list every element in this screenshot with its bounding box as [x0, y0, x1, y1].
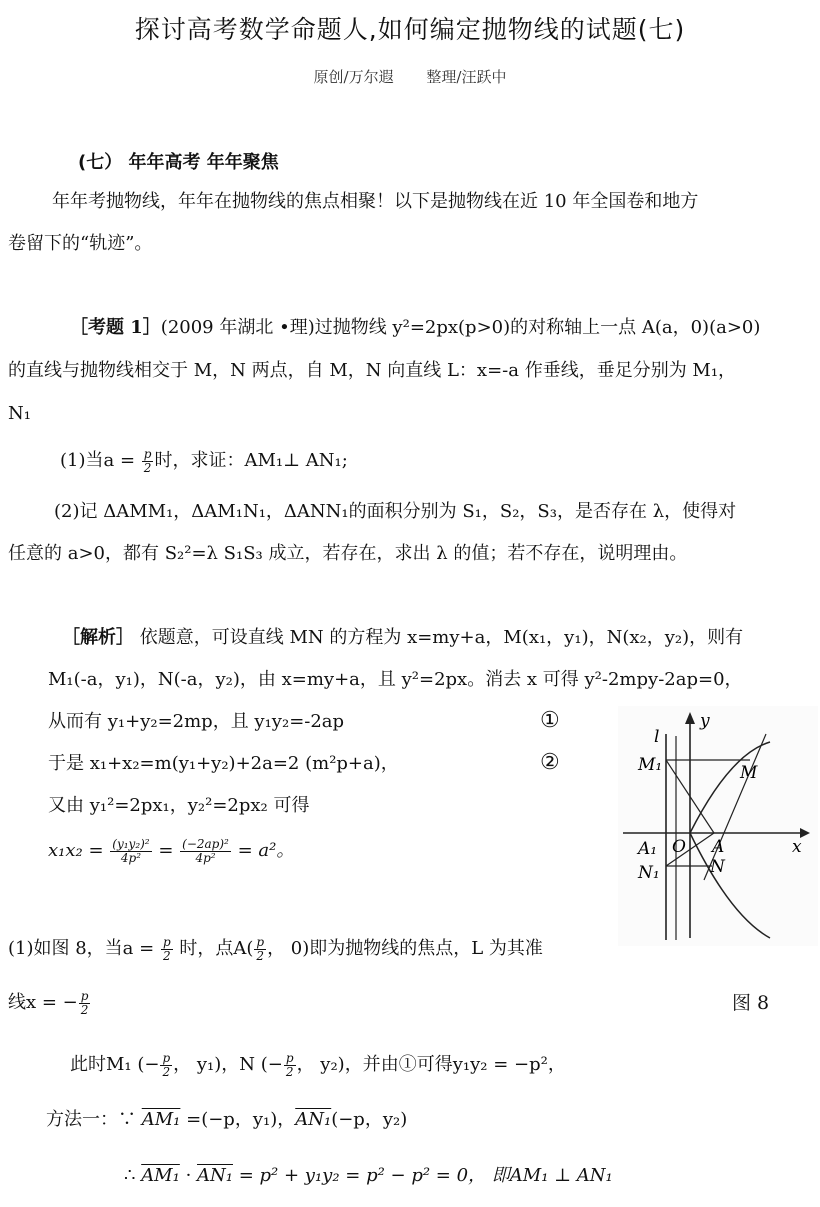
problem-line-1: [70, 318, 760, 338]
fraction: [110, 838, 151, 864]
intro-line-2: 卷留下的“轨迹”。: [8, 233, 153, 254]
problem-tag: ［考题 1］: [70, 317, 161, 338]
case1-text: (1)如图 8，当a =: [8, 938, 160, 960]
denominator: 2: [285, 1064, 294, 1079]
problem-line-3: N₁: [8, 403, 31, 424]
intro-line-1: 年年考抛物线，年年在抛物线的焦点相聚！以下是抛物线在近 10 年全国卷和地方: [52, 191, 699, 212]
label-y: y: [700, 711, 710, 731]
equation-marker-1: ①: [540, 708, 560, 733]
problem-text: (2009 年湖北 •理)过抛物线 y²=2px(p>0)的对称轴上一点 A(a，0)(a>0): [160, 317, 761, 338]
dot-product-line: [124, 1166, 613, 1186]
label-n: N: [710, 857, 725, 877]
fraction: [160, 1052, 172, 1078]
therefore-symbol: ∴: [124, 1165, 142, 1186]
denominator: 2: [256, 948, 265, 963]
denominator: 2: [162, 1064, 171, 1079]
product-rhs: = a²。: [231, 840, 295, 862]
author-credit: 原创/万尔遐: [313, 68, 394, 86]
method-one-line: [46, 1110, 407, 1130]
solution-line-4: 于是 x₁+x₂=m(y₁+y₂)+2a=2 (m²p+a)，: [48, 753, 399, 774]
numerator: p: [285, 1051, 294, 1065]
label-m1: M₁: [638, 755, 663, 775]
label-o: O: [672, 837, 686, 857]
label-l: l: [654, 727, 660, 747]
case-1-line-2: [8, 990, 91, 1016]
section-heading: (七） 年年高考 年年聚焦: [78, 152, 279, 173]
vector-an1-value: (−p，y₂): [331, 1109, 408, 1130]
equals: =: [152, 840, 180, 862]
fraction: [284, 1052, 296, 1078]
numerator: p: [162, 935, 171, 949]
label-m: M: [740, 763, 758, 783]
solution-tag: ［解析］: [62, 627, 134, 648]
part1-text: (1)当a =: [60, 450, 141, 472]
case1-focus: ， 0)即为抛物线的焦点，L 为其准: [267, 938, 543, 960]
figure-caption: 图 8: [732, 992, 770, 1014]
problem-line-2: 的直线与抛物线相交于 M，N 两点，自 M，N 向直线 L：x=-a 作垂线，垂足分别为 M₁，: [8, 360, 737, 381]
denominator: 2: [80, 1002, 89, 1017]
denominator: 4p²: [195, 850, 216, 865]
problem-part-1: [60, 448, 348, 474]
numerator: p: [143, 447, 152, 461]
solution-line-5: 又由 y₁²=2px₁，y₂²=2px₂ 可得: [48, 795, 310, 816]
case-1-line-1: [8, 936, 543, 962]
fraction: [180, 838, 231, 864]
denominator: 2: [162, 948, 171, 963]
problem-part-2-line-2: 任意的 a>0，都有 S₂²=λ S₁S₃ 成立，若存在，求出 λ 的值；若不存在，说明理由。: [8, 543, 688, 564]
problem-part-2-line-1: (2)记 ΔAMM₁，ΔAM₁N₁，ΔANN₁的面积分别为 S₁，S₂，S₃，是否存在 λ，使得对: [54, 501, 737, 522]
numerator: (y₁y₂)²: [112, 837, 150, 851]
dot-product-result: = p² + y₁y₂ = p² − p² = 0， 即AM₁ ⊥ AN₁: [232, 1165, 613, 1186]
solution-line-6: [48, 838, 294, 864]
article-title: 探讨高考数学命题人,如何编定抛物线的试题(七): [134, 15, 686, 44]
solution-text: 依题意，可设直线 MN 的方程为 x=my+a，M(x₁，y₁)，N(x₂，y₂)，则有: [139, 627, 744, 648]
now-m1: 此时M₁ (−: [70, 1054, 160, 1076]
fraction: [254, 936, 266, 962]
label-a: A: [712, 837, 725, 857]
now-result: ， y₂)，并由①可得y₁y₂ = −p²，: [296, 1054, 566, 1076]
equation-marker-2: ②: [540, 750, 560, 775]
numerator: p: [162, 1051, 171, 1065]
vector-an1: AN₁: [295, 1109, 332, 1130]
method-label: 方法一：∵: [46, 1109, 142, 1130]
label-x: x: [792, 837, 802, 857]
part1-claim: 时，求证：AM₁⊥ AN₁;: [154, 450, 348, 472]
solution-line-2: M₁(-a，y₁)，N(-a，y₂)，由 x=my+a，且 y²=2px。消去 x 可得 y²-2mpy-2ap=0，: [48, 669, 743, 690]
solution-line-3: 从而有 y₁+y₂=2mp，且 y₁y₂=-2ap: [48, 711, 345, 732]
now-n: ， y₁)，N (−: [173, 1054, 283, 1076]
fraction: [142, 448, 154, 474]
now-line: [70, 1052, 566, 1078]
label-a1: A₁: [638, 839, 658, 859]
article-credits: [0, 66, 820, 87]
vector-am1: AM₁: [141, 1165, 180, 1186]
dot-operator: ·: [179, 1165, 198, 1186]
parabola-figure: [618, 706, 818, 946]
denominator: 2: [143, 460, 152, 475]
fraction: [79, 990, 91, 1016]
editor-credit: 整理/汪跃中: [426, 68, 507, 86]
numerator: p: [80, 989, 89, 1003]
directrix-text: 线x = −: [8, 992, 78, 1014]
numerator: (−2ap)²: [182, 837, 229, 851]
case1-point: 时，点A(: [173, 938, 254, 960]
denominator: 4p²: [120, 850, 142, 865]
product-lhs: x₁x₂ =: [48, 840, 110, 862]
vector-am1: AM₁: [141, 1109, 181, 1130]
figure-background: [618, 706, 818, 946]
label-n1: N₁: [638, 863, 660, 883]
vector-an1: AN₁: [197, 1165, 233, 1186]
solution-line-1: [62, 628, 743, 648]
vector-am1-value: =(−p，y₁)，: [180, 1109, 296, 1130]
fraction: [161, 936, 173, 962]
numerator: p: [256, 935, 265, 949]
